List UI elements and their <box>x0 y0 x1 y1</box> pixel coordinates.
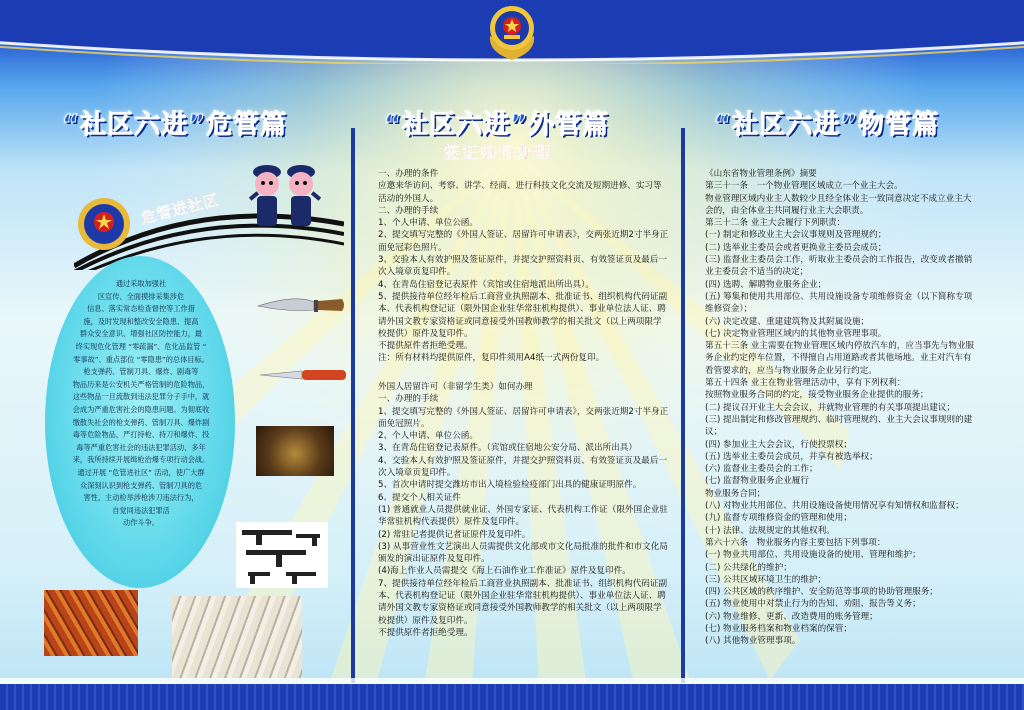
knife-icon <box>258 364 348 386</box>
police-emblem-icon <box>484 2 540 62</box>
residence-permit-text: 外国人居留许可（非留学生类）如何办理 一、办理的手续 1、提交填写完整的《外国人签证、居留许可申请表》，交两张近期2寸半身正面免冠照片。 2、个人申请、单位公函。 3、在青岛住宿登记表原件。（宾馆或住宿地公安分局、派出所出具） 4、交验本人有效护照及签证原件，并提交护照资料页、有效签证页及最后一次入境章页复印件。 5、首次申请时提交潍坊市出入境检验检疫部门出具的健康证明原件。 6、提交个人相关证件 (1) 普通就业人员提供就业证、外国专家证、代表机构工作证（限外国企业驻华常驻机构代表提供）原件及复印件。 (2) 常驻记者提供记者证原件及复印件。 (3) 从事营业性文艺演出人员需提供文化部或市文化局批准的批件和市文化局颁发的演出证原件及复印件。 (4)海上作业人员需提交《海上石油作业工作准证》原件及复印件。 7、提供接待单位经年检后工商营业执照副本、批准证书、组织机构代码证副本、代表机构登记证（限外国企业驻华常驻机构提供）、事业单位法人证、聘请外国文教专家资格证或同意接受外国教师教学的相关批文（以上两项限学校提供）原件及复印件。 不提供原件者拒绝受理。 <box>378 382 669 638</box>
property-regulations-text: 《山东省物业管理条例》摘要 第三十一条 一个物业管理区域成立一个业主大会。 物业管理区域内业主人数较少且经全体业主一致同意决定不成立业主大会的，由全体业主共同履行业主大会职责。 第三十二条 业主大会履行下列职责： (一) 制定和修改业主大会议事规则及管理规约； (二) 选举业主委员会或者更换业主委员会成员； (三) 监督业主委员会工作，听取业主委员会的工作报告，改变或者撤销业主委员会不适当的决定； (四) 选聘、解聘物业服务企业； (五) 筹集和使用共用部位、共用设施设备专项维修资金（以下简称专项维修资金）； (六) 决定改建、重建建筑物及其附属设施； (七) 决定物业管理区域内的其他物业管理事项。 第五十三条 业主需要在物业管理区域内停放汽车的，应当事先与物业服务企业约定停车位置，不得擅自占用道路或者其他场地。业主对汽车有看管要求的，应当与物业服务企业另行约定。 第五十四条 业主在物业管理活动中，享有下列权利： 按照物业服务合同的约定，接受物业服务企业提供的服务； (二) 提议召开业主大会会议，并就物业管理的有关事项提出建议； (三) 提出制定和修改管理规约、临时管理规约、业主大会议事规则的建议； (四) 参加业主大会会议，行使投票权； (五) 选举业主委员会成员，并享有被选举权； (六) 监督业主委员会的工作； (七) 监督物业服务企业履行 物业服务合同； (八) 对物业共用部位、共用设施设备使用情况享有知情权和监督权； (九) 监督专项维修资金的管理和使用； (十) 法律、法规规定的其他权利。 第六十六条 物业服务内容主要包括下列事项： (一) 物业共用部位、共用设施设备的使用、管理和维护； (二) 公共绿化的维护； (三) 公共区域环境卫生的维护； (四) 公共区域的秩序维护、安全防范等事项的协助管理服务； (五) 物业使用中对禁止行为的告知、劝阻、报告等义务； (六) 物业维修、更新、改造费用的账务管理； (七) 物业服务档案和物业档案的保管； (八) 其他物业管理事项。 <box>705 169 975 647</box>
danger-management-badge-title: 危管进社区 <box>139 190 222 228</box>
right-column-title: “社区六进”物管篇 <box>714 110 940 140</box>
guns-icon <box>236 522 328 588</box>
middle-column-title: “社区六进”外管篇 <box>384 110 610 140</box>
cartoon-police-icon <box>245 158 325 230</box>
column-divider-right <box>681 128 685 683</box>
column-divider-left <box>351 128 355 683</box>
scorpion-icon <box>256 426 334 476</box>
knife-icon <box>256 290 346 320</box>
visa-section-subtitle: 签证如何办理 <box>444 143 553 162</box>
explosive-sticks-icon <box>172 596 302 678</box>
left-column-title: “社区六进”危管篇 <box>62 110 288 140</box>
police-emblem-icon <box>76 196 132 252</box>
bottom-border-band <box>0 684 1024 710</box>
firecracker-icon <box>44 590 138 656</box>
left-info-text: 通过采取加强社 区宣传、全面摸排采集涉危 信息、落实常态检查督控等工作措 施，及时发现和整改安全隐患、提高 群众安全意识、增强社区防控能力，最 终实现危化管理 “零疏漏”、危化品监管 “ 零事故”、重点部位 “零隐患”的总体目标。 枪支弹药、管制刀具、爆炸、剧毒等 物品历来是公安机关严格管制的危险物品， 这些物品一旦流散到违法犯罪分子手中，就 会成为严重危害社会的隐患问题。为彻底收 缴散失社会的枪支弹药、管制刀具、爆炸剧 毒等危险物品，严打持枪、持刀和爆炸、投 毒等严重危害社会的违法犯罪活动，多年 来，我所持续开展缉枪治爆专项行动会战。 通过开展 “危管进社区” 活动，使广大群 众深刻认识到枪支弹药、管制刀具的危 害性，主动检举涉枪涉刀违法行为， 自觉同违法犯罪活 动作斗争。 <box>72 279 210 528</box>
visa-requirements-text: 一、办理的条件 应邀来华访问、考察、讲学、经商、进行科技文化交流及短期进修、实习等活动的外国人。 二、办理的手续 1、个人申请、单位公函。 2、提交填写完整的《外国人签证、居留许可申请表》，交两张近期2寸半身正面免冠彩色照片。 3、交验本人有效护照及签证原件，并提交护照资料页、有效签证页及最后一次入境章页复印件。 4、在青岛住宿登记表原件（宾馆或住宿地派出所出具）。 5、提供接待单位经年检后工商营业执照副本、批准证书、组织机构代码证副本、代表机构登记证（限外国企业驻华常驻机构提供）、事业单位法人证、聘请外国文教专家资格证或同意接受外国教师教学的相关批文（以上两项限学校提供）原件及复印件。 不提供原件者拒绝受理。 注：所有材料均提供原件，复印件须用A4纸一式两份复印。 <box>378 169 669 364</box>
